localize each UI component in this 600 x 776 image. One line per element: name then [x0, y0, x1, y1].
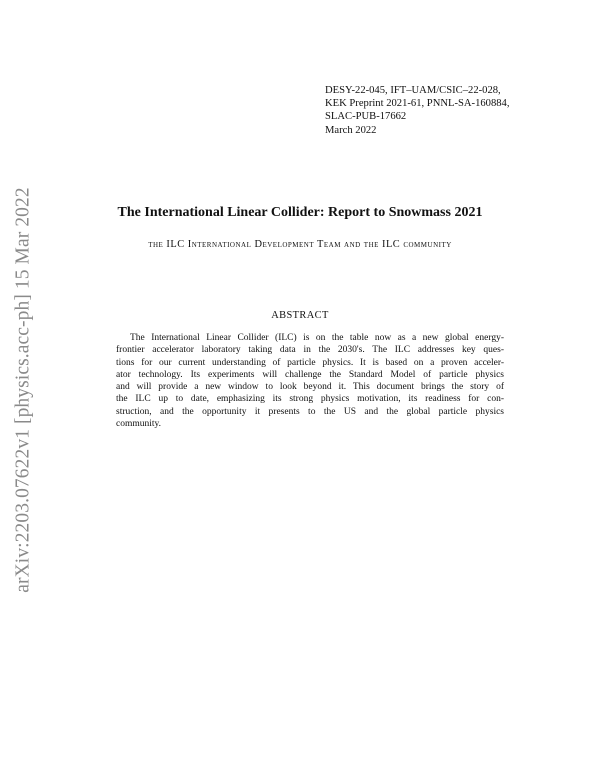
report-number-line: SLAC-PUB-17662	[325, 111, 407, 123]
abstract-heading: ABSTRACT	[271, 310, 329, 321]
abstract-line: community.	[116, 419, 162, 430]
abstract-line: ator technology. Its experiments will challenge the Standard Model of particle physics	[116, 369, 504, 380]
report-numbers	[325, 84, 585, 137]
abstract-line: The International Linear Collider (ILC) is on the table now as a new global energy-	[130, 333, 504, 343]
author-line: the ILC International Development Team and the ILC community	[148, 239, 452, 250]
report-number-line: DESY-22-045, IFT–UAM/CSIC–22-028,	[325, 85, 501, 96]
abstract-line: frontier accelerator laboratory taking data in the 2030's. The ILC addresses key ques-	[116, 345, 504, 356]
abstract-body	[116, 332, 504, 430]
abstract-line: struction, and the opportunity it presents to the US and the global particle physics	[116, 406, 504, 417]
report-date: March 2022	[325, 124, 377, 136]
abstract-line: and will provide a new window to look beyond it. This document brings the story of	[116, 382, 504, 393]
report-number-line: KEK Preprint 2021-61, PNNL-SA-160884,	[325, 98, 510, 110]
arxiv-stamp	[4, 180, 44, 600]
paper-title: The International Linear Collider: Report to Snowmass 2021	[117, 205, 483, 220]
abstract-line: the ILC up to date, emphasizing its strong physics motivation, its readiness for con-	[116, 394, 504, 405]
arxiv-identifier[interactable]: arXiv:2203.07622v1 [physics.acc-ph] 15 Mar 2022	[13, 187, 35, 593]
abstract-line: tions for our current understanding of particle physics. It is based on a proven acceler-	[116, 357, 504, 368]
